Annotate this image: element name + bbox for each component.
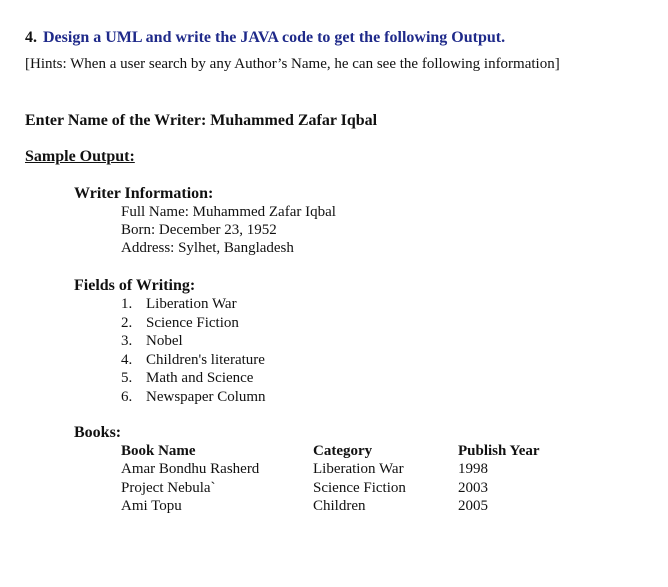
list-label: Nobel: [146, 333, 183, 350]
question-heading: [25, 29, 505, 47]
sample-output-label: Sample Output:: [25, 148, 135, 165]
enter-writer-line: Enter Name of the Writer: Muhammed Zafar Iqbal: [25, 112, 378, 129]
list-label: Children's literature: [146, 351, 265, 368]
writer-born: Born: December 23, 1952: [121, 222, 277, 238]
book-cell-name: Amar Bondhu Rasherd: [121, 461, 260, 477]
book-cell-year: 2003: [458, 480, 488, 496]
list-index: 4.: [121, 351, 133, 368]
list-label: Liberation War: [146, 296, 237, 312]
list-label: Math and Science: [146, 370, 254, 387]
list-index: 2.: [121, 314, 133, 331]
book-cell-year: 1998: [458, 461, 488, 477]
books-header-year: Publish Year: [458, 443, 540, 459]
list-item: [121, 314, 266, 333]
question-number: 4.: [25, 29, 37, 46]
question-text: Design a UML and write the JAVA code to get the following Output.: [43, 29, 506, 46]
list-item: [121, 351, 266, 370]
book-cell-category: Science Fiction: [313, 480, 406, 496]
list-item: [121, 369, 266, 388]
book-cell-year: 2005: [458, 498, 488, 514]
list-index: 3.: [121, 333, 133, 350]
fields-list: [121, 295, 266, 407]
writer-info-title: Writer Information:: [74, 185, 214, 202]
books-header-name: Book Name: [121, 443, 196, 459]
list-item: [121, 332, 266, 351]
hint-text: [Hints: When a user search by any Author’s Name, he can see the following information]: [25, 56, 560, 72]
writer-full-name: Full Name: Muhammed Zafar Iqbal: [121, 204, 336, 220]
book-cell-category: Liberation War: [313, 461, 404, 477]
book-cell-name: Ami Topu: [121, 498, 182, 514]
list-index: 1.: [121, 296, 133, 312]
books-header-category: Category: [313, 443, 373, 459]
book-cell-category: Children: [313, 498, 366, 514]
list-index: 6.: [121, 388, 133, 405]
books-title: Books:: [74, 424, 122, 441]
list-label: Newspaper Column: [146, 388, 266, 405]
list-index: 5.: [121, 370, 133, 387]
list-item: [121, 295, 266, 314]
fields-title: Fields of Writing:: [74, 277, 196, 294]
list-item: [121, 388, 266, 407]
book-cell-name: Project Nebula`: [121, 480, 216, 496]
list-label: Science Fiction: [146, 314, 239, 331]
writer-address: Address: Sylhet, Bangladesh: [121, 240, 294, 256]
